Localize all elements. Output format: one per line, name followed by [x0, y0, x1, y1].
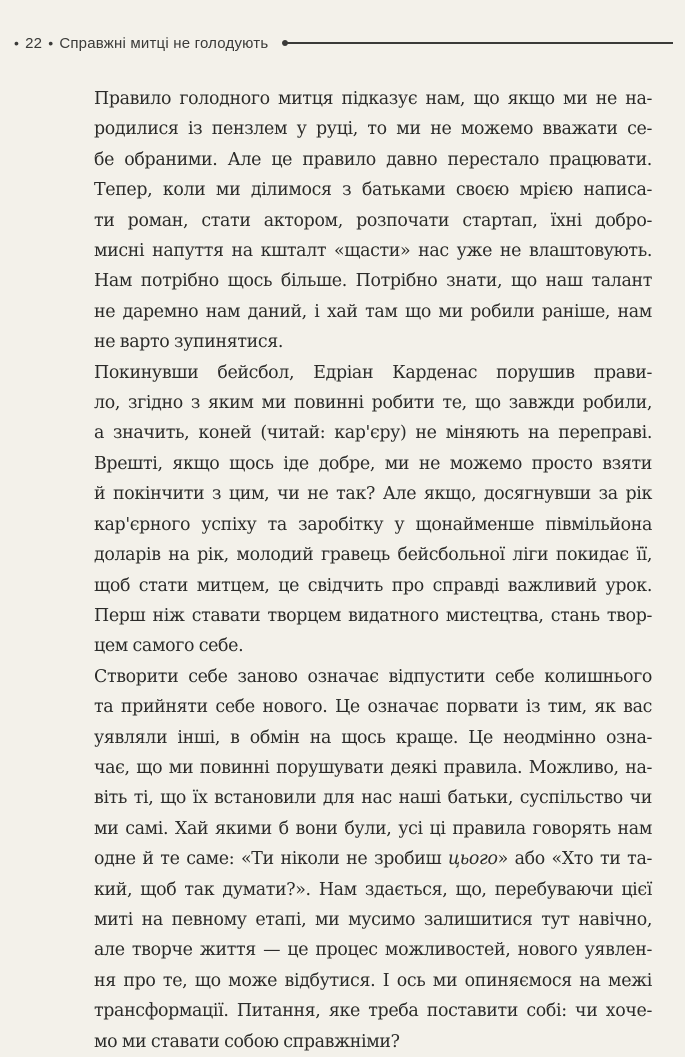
- text-fragment: одне й те саме: «Ти ніколи не зробиш: [94, 849, 448, 870]
- text-line: та прийняти себе нового. Це означає порвати із тим, як вас: [94, 697, 652, 718]
- text-line: Створити себе заново означає відпустити себе колишнього: [94, 666, 652, 687]
- text-line: кий, щоб так думати?». Нам здається, що, перебуваючи цієї: [94, 879, 652, 900]
- text-line: Врешті, якщо щось іде добре, ми не можемо просто взяти: [94, 453, 652, 474]
- header-rule: [286, 42, 673, 44]
- bullet-icon: •: [14, 35, 20, 51]
- text-line: Нам потрібно щось більше. Потрібно знати, що наш талант: [94, 271, 652, 292]
- text-line: ти роман, стати актором, розпочати стартап, їхні добро-: [94, 210, 652, 231]
- text-line: віть ті, що їх встановили для нас наші батьки, суспільство чи: [94, 788, 652, 809]
- page-number: 22: [25, 34, 43, 52]
- text-line: чає, що ми повинні порушувати деякі правила. Можливо, на-: [94, 757, 652, 778]
- text-line: родилися із пензлем у руці, то ми не можемо вважати се-: [94, 119, 652, 140]
- text-line: не варто зупинятися.: [94, 332, 284, 353]
- text-line: й покінчити з цим, чи не так? Але якщо, досягнувши за рік: [94, 484, 652, 505]
- text-line: миті на певному етапі, ми мусимо залишитися тут навічно,: [94, 909, 652, 930]
- text-fragment: » або «Хто ти та-: [497, 849, 652, 870]
- text-line: цем самого себе.: [94, 636, 244, 657]
- text-line: мисні напуття на кшталт «щасти» нас уже не влаштовують.: [94, 241, 652, 262]
- text-line: мо ми ставати собою справжніми?: [94, 1031, 400, 1052]
- paragraph-1: [70, 84, 652, 358]
- text-line: Перш ніж ставати творцем видатного мистецтва, стань твор-: [94, 605, 652, 626]
- body-text: [70, 84, 652, 1057]
- text-line: ло, згідно з яким ми повинні робити те, що завжди робили,: [94, 393, 652, 414]
- text-line: не даремно нам даний, і хай там що ми робили раніше, нам: [94, 301, 652, 322]
- text-line: трансформації. Питання, яке треба поставити собі: чи хоче-: [94, 1001, 652, 1022]
- text-line: а значить, коней (читай: кар'єру) не міняють на переправі.: [94, 423, 652, 444]
- text-line: Покинувши бейсбол, Едріан Карденас порушив прави-: [94, 362, 652, 383]
- italic-word: цього: [448, 849, 498, 870]
- text-line-with-italic: [70, 844, 652, 874]
- paragraph-2: [70, 358, 652, 662]
- text-line: ми самі. Хай якими б вони були, усі ці правила говорять нам: [94, 818, 652, 839]
- running-head: [10, 32, 675, 54]
- text-line: уявляли інші, в обмін на щось краще. Це неодмінно озна-: [94, 727, 652, 748]
- text-line: доларів на рік, молодий гравець бейсбольної ліги покидає її,: [94, 545, 652, 566]
- text-line: Тепер, коли ми ділимося з батьками своєю мрією написа-: [94, 180, 652, 201]
- paragraph-3: [70, 662, 652, 1057]
- text-line: бе обраними. Але це правило давно перестало працювати.: [94, 149, 652, 170]
- text-line: кар'єрного успіху та заробітку у щонайменше півмільйона: [94, 514, 652, 535]
- text-line: ня про те, що може відбутися. І ось ми опиняємося на межі: [94, 970, 652, 991]
- running-title: Справжні митці не голодують: [59, 34, 269, 52]
- bullet-icon: •: [48, 35, 54, 51]
- text-line: щоб стати митцем, це свідчить про справді важливий урок.: [94, 575, 652, 596]
- text-line: але творче життя — це процес можливостей, нового уявлен-: [94, 940, 652, 961]
- text-line: Правило голодного митця підказує нам, що якщо ми не на-: [94, 89, 652, 109]
